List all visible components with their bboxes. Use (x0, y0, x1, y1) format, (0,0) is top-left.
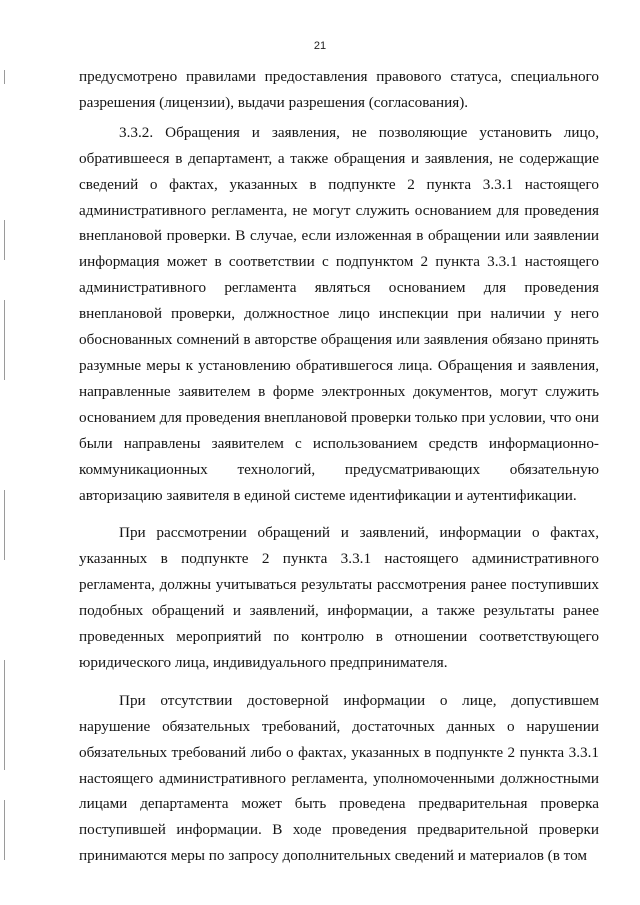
paragraph-continuation: предусмотрено правилами предоставления правового статуса, специального разрешения (лицензии), выдачи разрешения (согласования). (79, 68, 599, 111)
scan-margin-marks (4, 60, 6, 880)
page-number: 21 (313, 40, 327, 52)
paragraph-consideration: При рассмотрении обращений и заявлений, информации о фактах, указанных в подпункте 2 пункта 3.3.1 настоящего административного регламента, должны учитываться результаты рассмотрения ранее поступивших подобных обращений и заявлений, информации, а также результаты ранее проведенных мероприятий по контролю в отношении соответствующего юридического лица, индивидуального предпринимателя. (79, 524, 599, 671)
document-body (79, 64, 599, 869)
paragraph-preliminary-check: При отсутствии достоверной информации о лице, допустившем нарушение обязательных требований, достаточных данных о нарушении обязательных требований либо о фактах, указанных в подпункте 2 пункта 3.3.1 настоящего административного регламента, уполномоченными должностными лицами департамента может быть проведена предварительная проверка поступившей информации. В ходе проведения предварительной проверки принимаются меры по запросу дополнительных сведений и материалов (в том (79, 691, 599, 865)
paragraph-clause-3-3-2: 3.3.2. Обращения и заявления, не позволяющие установить лицо, обратившееся в департамент, а также обращения и заявления, не содержащие сведений о фактах, указанных в подпункте 2 пункта 3.3.1 настоящего административного регламента, не могут служить основанием для проведения внеплановой проверки. В случае, если изложенная в обращении или заявлении информация может в соответствии с подпунктом 2 пункта 3.3.1 настоящего административного регламента являться основанием для проведения внеплановой проверки, должностное лицо инспекции при наличии у него обоснованных сомнений в авторстве обращения или заявления обязано принять разумные меры к установлению обратившегося лица. Обращения и заявления, направленные заявителем в форме электронных документов, могут служить основанием для проведения внеплановой проверки только при условии, что они были направлены заявителем с использованием средств информационно-коммуникационных технологий, предусматривающих обязательную авторизацию заявителя в единой системе идентификации и аутентификации. (79, 123, 599, 504)
